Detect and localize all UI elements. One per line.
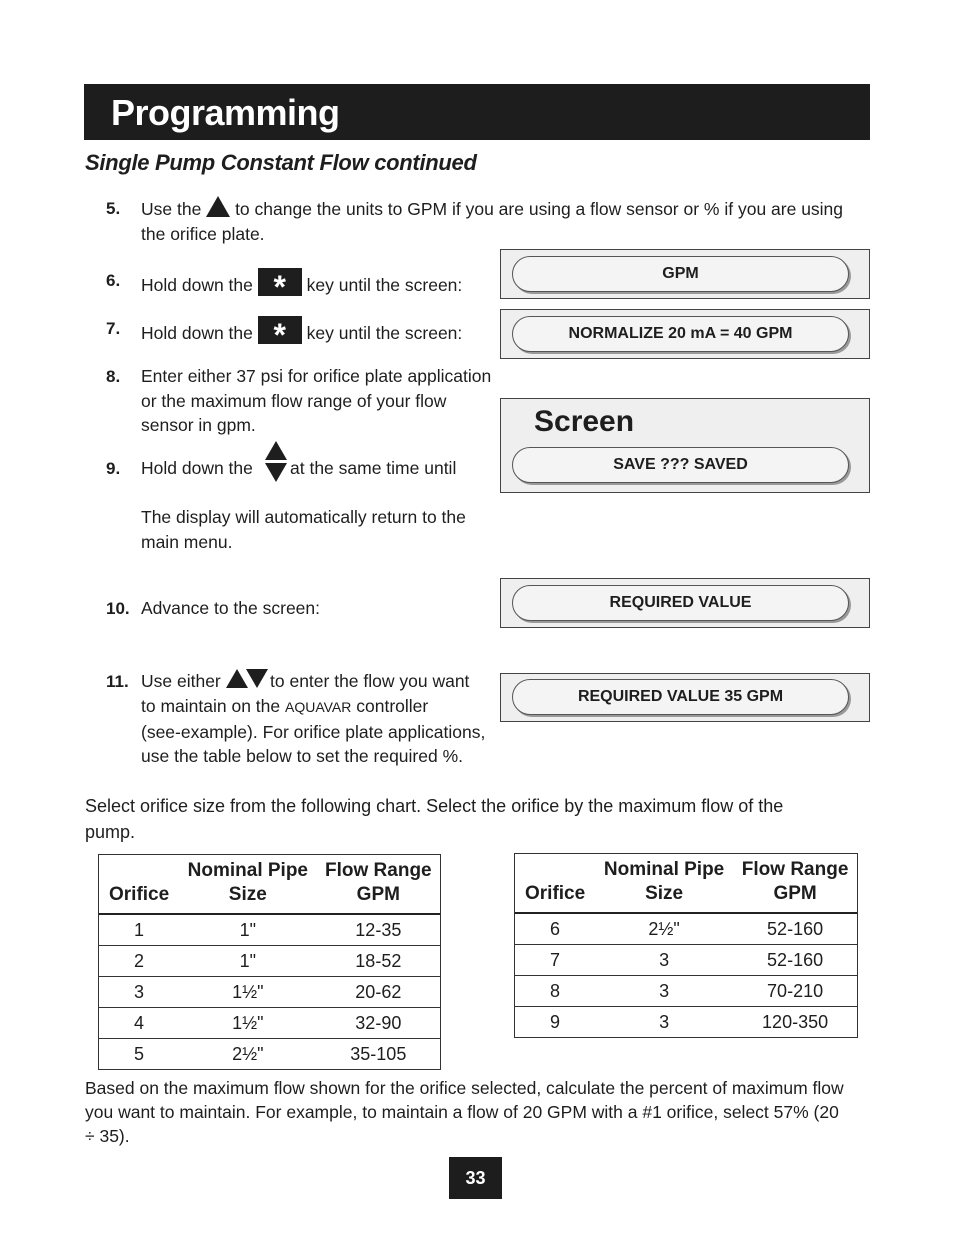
step-9-note (141, 505, 501, 554)
lcd-screen-save (500, 398, 870, 493)
cell-flow: 20-62 (317, 977, 440, 1008)
step-9-text-a: Hold down the (141, 458, 253, 478)
step-8-text (141, 364, 501, 438)
up-arrow-icon (265, 441, 287, 460)
select-orifice-text (85, 793, 865, 845)
step-11-number: 11. (106, 672, 129, 691)
orifice-table-left (98, 854, 441, 1070)
col-flow-range-1: Flow Range (741, 859, 849, 880)
lcd-display: GPM (512, 256, 849, 292)
cell-orifice: 9 (515, 1007, 595, 1038)
col-pipe-size-2: Size (645, 883, 684, 904)
cell-size: 1" (179, 946, 317, 977)
table-row (515, 976, 857, 1007)
step-6-number: 6. (106, 271, 121, 290)
step-8-line-2: or the maximum flow range of your flow (141, 390, 447, 411)
based-line-3: ÷ 35). (85, 1126, 130, 1146)
cell-size: 2½" (179, 1039, 317, 1070)
based-line-2: you want to maintain. For example, to maintain a flow of 20 GPM with a #1 orifice, select 57% (20 (85, 1102, 839, 1122)
up-arrow-icon (226, 669, 248, 688)
lcd-screen-normalize (500, 309, 870, 359)
cell-orifice: 5 (99, 1039, 179, 1070)
cell-flow: 70-210 (733, 976, 857, 1007)
table-row (99, 1039, 440, 1070)
col-flow-range (733, 854, 857, 913)
cell-orifice: 2 (99, 946, 179, 977)
table-row (515, 945, 857, 976)
table-row (99, 946, 440, 977)
col-pipe-size (595, 854, 733, 913)
step-8-number: 8. (106, 367, 121, 386)
brand-name: AQUAVAR (285, 699, 352, 715)
step-11-line-3: (see-example). For orifice plate applications, (141, 721, 486, 742)
lcd-display: REQUIRED VALUE 35 GPM (512, 679, 849, 715)
down-arrow-icon (265, 463, 287, 482)
step-7-text (141, 316, 463, 353)
col-flow-range-1: Flow Range (325, 860, 432, 881)
cell-size: 1" (179, 914, 317, 946)
step-10-text: Advance to the screen: (141, 598, 320, 618)
step-11-line-2 (141, 694, 501, 720)
step-5-text-a: Use the (141, 199, 202, 219)
step-6-text (141, 268, 463, 305)
lcd-display: REQUIRED VALUE (512, 585, 849, 621)
col-flow-range (317, 855, 440, 914)
orifice-table-right (514, 853, 858, 1038)
col-orifice: Orifice (99, 855, 179, 914)
cell-orifice: 7 (515, 945, 595, 976)
cell-size: 3 (595, 1007, 733, 1038)
cell-orifice: 4 (99, 1008, 179, 1039)
cell-orifice: 1 (99, 914, 179, 946)
step-5-text-b: to change the units to GPM if you are using a flow sensor or % if you are using (235, 199, 844, 219)
step-8-line-1: Enter either 37 psi for orifice plate application (141, 366, 492, 386)
step-11-line-2b: controller (356, 696, 429, 716)
step-5-number: 5. (106, 199, 121, 218)
step-9-text-b: at the same time until (290, 458, 457, 478)
asterisk-key-icon: * (258, 316, 302, 344)
lcd-screen-gpm (500, 249, 870, 299)
step-6-text-a: Hold down the (141, 275, 253, 295)
cell-flow: 32-90 (317, 1008, 440, 1039)
col-orifice: Orifice (515, 854, 595, 913)
select-line-1: Select orifice size from the following chart. Select the orifice by the maximum flow of the (85, 796, 784, 816)
table-row (99, 977, 440, 1008)
table-row (515, 913, 857, 945)
up-arrow-icon (206, 196, 230, 217)
step-11-line-4: use the table below to set the required %. (141, 746, 464, 766)
lcd-display: SAVE ??? SAVED (512, 447, 849, 483)
step-7-text-b: key until the screen: (306, 323, 463, 343)
cell-orifice: 8 (515, 976, 595, 1007)
cell-orifice: 6 (515, 913, 595, 945)
asterisk-key-icon: * (258, 268, 302, 296)
cell-size: 1½" (179, 977, 317, 1008)
cell-flow: 52-160 (733, 945, 857, 976)
table-row (99, 914, 440, 946)
col-pipe-size-2: Size (228, 884, 267, 905)
step-6-text-b: key until the screen: (306, 275, 463, 295)
cell-size: 3 (595, 945, 733, 976)
step-7-number: 7. (106, 319, 121, 338)
lcd-screen-required-35 (500, 673, 870, 722)
col-flow-range-2: GPM (356, 884, 400, 905)
step-11-more (141, 694, 501, 769)
calculation-text (85, 1076, 875, 1148)
cell-size: 1½" (179, 1008, 317, 1039)
cell-size: 2½" (595, 913, 733, 945)
col-pipe-size (179, 855, 317, 914)
cell-orifice: 3 (99, 977, 179, 1008)
step-11-text-a: Use either (141, 671, 221, 691)
step-9-line-3: main menu. (141, 531, 233, 552)
step-7-text-a: Hold down the (141, 323, 253, 343)
step-11-line-2a: to maintain on the (141, 696, 281, 716)
table-row (99, 1008, 440, 1039)
based-line-1: Based on the maximum flow shown for the orifice selected, calculate the percent of maximum flow (85, 1078, 844, 1098)
page-title: Programming (111, 92, 340, 133)
col-pipe-size-1: Nominal Pipe (603, 859, 725, 880)
step-9-number: 9. (106, 459, 121, 478)
step-5-text-c: the orifice plate. (141, 223, 265, 244)
lcd-screen-required (500, 578, 870, 628)
section-subtitle: Single Pump Constant Flow continued (85, 150, 477, 175)
page-number: 33 (449, 1157, 502, 1199)
col-pipe-size-1: Nominal Pipe (187, 860, 308, 881)
down-arrow-icon (246, 669, 268, 688)
step-8-line-3: sensor in gpm. (141, 415, 256, 435)
select-line-2: pump. (85, 822, 136, 842)
step-9-line-2: The display will automatically return to the (141, 507, 466, 527)
step-10-number: 10. (106, 599, 130, 618)
cell-flow: 120-350 (733, 1007, 857, 1038)
step-5-text (141, 196, 861, 246)
table-row (515, 1007, 857, 1038)
cell-flow: 52-160 (733, 913, 857, 945)
cell-flow: 18-52 (317, 946, 440, 977)
screen-heading: Screen (534, 405, 635, 438)
cell-size: 3 (595, 976, 733, 1007)
col-flow-range-2: GPM (773, 883, 817, 904)
lcd-display: NORMALIZE 20 mA = 40 GPM (512, 316, 849, 352)
step-11-text-b: to enter the flow you want (270, 671, 470, 691)
cell-flow: 12-35 (317, 914, 440, 946)
cell-flow: 35-105 (317, 1039, 440, 1070)
